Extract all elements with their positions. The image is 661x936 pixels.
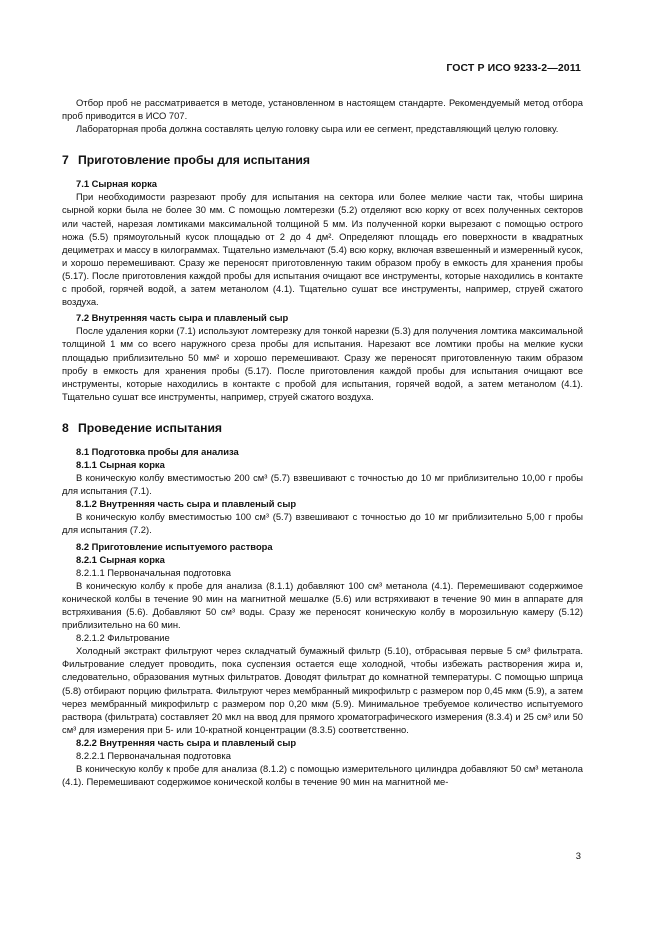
- paragraph: В коническую колбу к пробе для анализа (8.1.2) с помощью измерительного цилиндра добавляют 50 см³ метанола (4.1). Перемешивают содержимое конической колбы в течение 90 мин на магнитной ме-: [62, 763, 583, 788]
- page-content: [62, 96, 583, 788]
- subsubsection-heading: 8.1.1 Сырная корка: [76, 458, 165, 470]
- section-title: Приготовление пробы для испытания: [78, 153, 311, 168]
- section-title: Проведение испытания: [78, 420, 223, 435]
- document-header: ГОСТ Р ИСО 9233-2—2011: [446, 62, 581, 74]
- section-number: 7: [62, 153, 69, 168]
- paragraph: При необходимости разрезают пробу для испытания на сектора или более мелкие части так, чтобы ширина сырной корки была не более 30 мм. С помощью ломтерезки (5.2) отделяют всю корку от всех полученных секторов или частей, нарезая ломтиками максимальной толщиной 5 мм. Из полученной корки вырезают с помощью острого ножа (5.5) прямоугольный кусок площадью от 2 до 4 дм². Определяют площадь его поверхности в квадратных дециметрах и массу в килограммах. Тщательно измельчают (5.4) всю корку, включая взвешенный и измеренный кусок, и хорошо перемешивают. Сразу же переносят приготовленную таким образом пробу в емкость для хранения пробы (5.17). После приготовления каждой пробы для испытания очищают все инструменты, которые находились в контакте с пробой, горячей водой, а затем метанолом (4.1). Тщательно сушат все инструменты, например, струей сжатого воздуха.: [62, 191, 583, 308]
- page-number: 3: [575, 850, 581, 861]
- paragraph: В коническую колбу вместимостью 200 см³ (5.7) взвешивают с точностью до 10 мг приблизительно 10,00 г пробы для испытания (7.1).: [62, 472, 583, 497]
- subsubsection-heading: 8.2.2 Внутренняя часть сыра и плавленый сыр: [76, 736, 297, 748]
- paragraph: Отбор проб не рассматривается в методе, установленном в настоящем стандарте. Рекомендуемый метод отбора проб приводится в ИСО 707.: [62, 97, 583, 122]
- clause-heading: 8.2.2.1 Первоначальная подготовка: [76, 750, 231, 762]
- subsubsection-heading: 8.1.2 Внутренняя часть сыра и плавленый сыр: [76, 498, 297, 510]
- subsubsection-heading: 8.2.1 Сырная корка: [76, 553, 165, 565]
- section-heading-8: [62, 421, 583, 436]
- subsection-heading: 7.1 Сырная корка: [76, 178, 158, 190]
- paragraph: В коническую колбу к пробе для анализа (8.1.1) добавляют 100 см³ метанола (4.1). Перемешивают содержимое конической колбы в течение 90 мин на магнитной мешалке (5.6) или встряхивают в течение 90 мин в аппарате для встряхивания (5.6). Добавляют 50 см³ воды. Сразу же переносят коническую колбу в морозильную камеру (5.12) приблизительно на 60 мин.: [62, 579, 583, 631]
- section-number: 8: [62, 420, 69, 435]
- paragraph: В коническую колбу вместимостью 100 см³ (5.7) взвешивают с точностью до 10 мг приблизительно 5,00 г пробы для испытания (7.2).: [62, 511, 583, 536]
- paragraph: Холодный экстракт фильтруют через складчатый бумажный фильтр (5.10), отбрасывая первые 5 см³ фильтрата. Фильтрование следует проводить, пока суспензия остается еще холодной, чтобы избежать растворения жира и, следовательно, образования мутных фильтратов. Доводят фильтрат до комнатной температуры. С помощью шприца (5.8) отбирают порцию фильтрата. Фильтруют через мембранный микрофильтр с размером пор 0,45 мкм (5.9), а затем через мембранный микрофильтр с размером пор 0,20 мкм (5.9). Минимальное требуемое количество испытуемого раствора (фильтрата) составляет 20 мкл на ввод для прямого хроматографического измерения (8.3.4) и 25 см³ или 50 см³ для измерения при 5- или 10-кратной концентрации (8.3.5) соответственно.: [62, 645, 583, 735]
- clause-heading: 8.2.1.2 Фильтрование: [76, 632, 170, 644]
- clause-heading: 8.2.1.1 Первоначальная подготовка: [76, 566, 231, 578]
- subsection-heading: 8.2 Приготовление испытуемого раствора: [76, 540, 273, 552]
- subsection-heading: 8.1 Подготовка пробы для анализа: [76, 445, 239, 457]
- paragraph: Лабораторная проба должна составлять целую головку сыра или ее сегмент, представляющий целую головку.: [76, 123, 559, 135]
- subsection-heading: 7.2 Внутренняя часть сыра и плавленый сыр: [76, 312, 289, 324]
- paragraph: После удаления корки (7.1) используют ломтерезку для тонкой нарезки (5.3) для получения ломтика максимальной толщиной 1 мм со всего наружного среза пробы для испытания. Нарезают все ломтики пробы на мелкие куски площадью приблизительно 50 мм² и хорошо перемешивают. Сразу же переносят приготовленную таким образом пробу в емкость для хранения пробы (5.17). После приготовления каждой пробы для испытания очищают все инструменты, которые находились в контакте с пробой для испытания, горячей водой, а затем метанолом (4.1). Тщательно сушат все инструменты, например, струей сжатого воздуха.: [62, 325, 583, 402]
- section-heading-7: [62, 153, 583, 168]
